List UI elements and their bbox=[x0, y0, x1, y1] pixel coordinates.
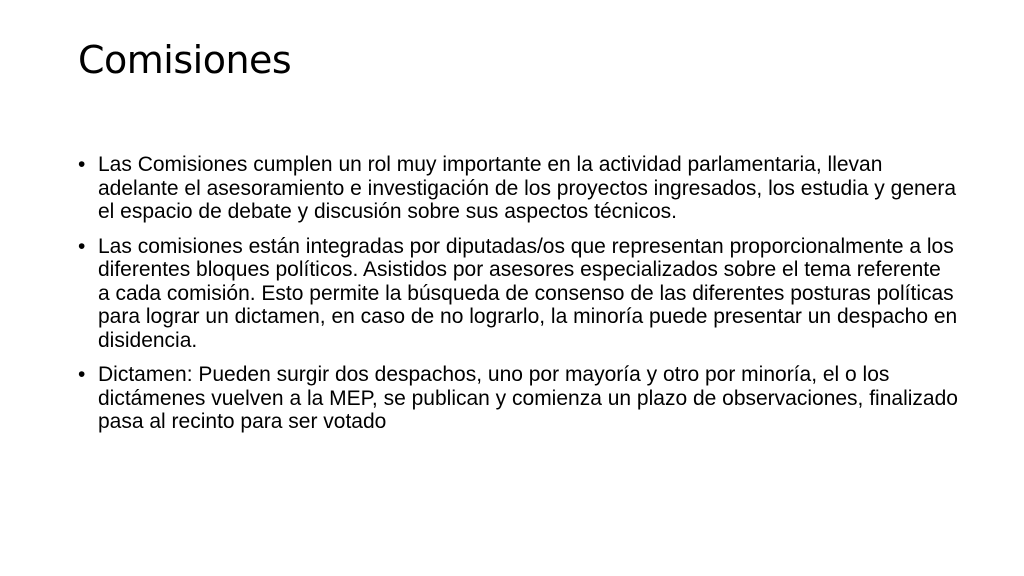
bullet-text: Dictamen: Pueden surgir dos despachos, uno por mayoría y otro por minoría, el o los dictámenes vuelven a la MEP, se publican y comienza un plazo de observaciones, finalizado pasa al recinto para ser votado bbox=[98, 363, 958, 433]
bullet-item bbox=[78, 153, 958, 224]
bullet-item bbox=[78, 363, 958, 434]
bullet-list bbox=[78, 153, 958, 445]
bullet-dot-icon: • bbox=[78, 363, 86, 386]
bullet-dot-icon: • bbox=[78, 234, 86, 258]
slide-title: Comisiones bbox=[78, 38, 292, 82]
bullet-dot-icon: • bbox=[78, 153, 86, 176]
bullet-text: Las comisiones están integradas por diputadas/os que representan proporcionalmente a los diferentes bloques políticos. Asistidos por asesores especializados sobre el tema referente a cada comisión. Esto permite la búsqueda de consenso de las diferentes posturas políticas para lograr un dictamen, en caso de no lograrlo, la minoría puede presentar un despacho en disidencia. bbox=[98, 234, 958, 352]
bullet-text: Las Comisiones cumplen un rol muy importante en la actividad parlamentaria, llevan adelante el asesoramiento e investigación de los proyectos ingresados, los estudia y genera el espacio de debate y discusión sobre sus aspectos técnicos. bbox=[98, 153, 957, 223]
bullet-item bbox=[78, 235, 958, 353]
